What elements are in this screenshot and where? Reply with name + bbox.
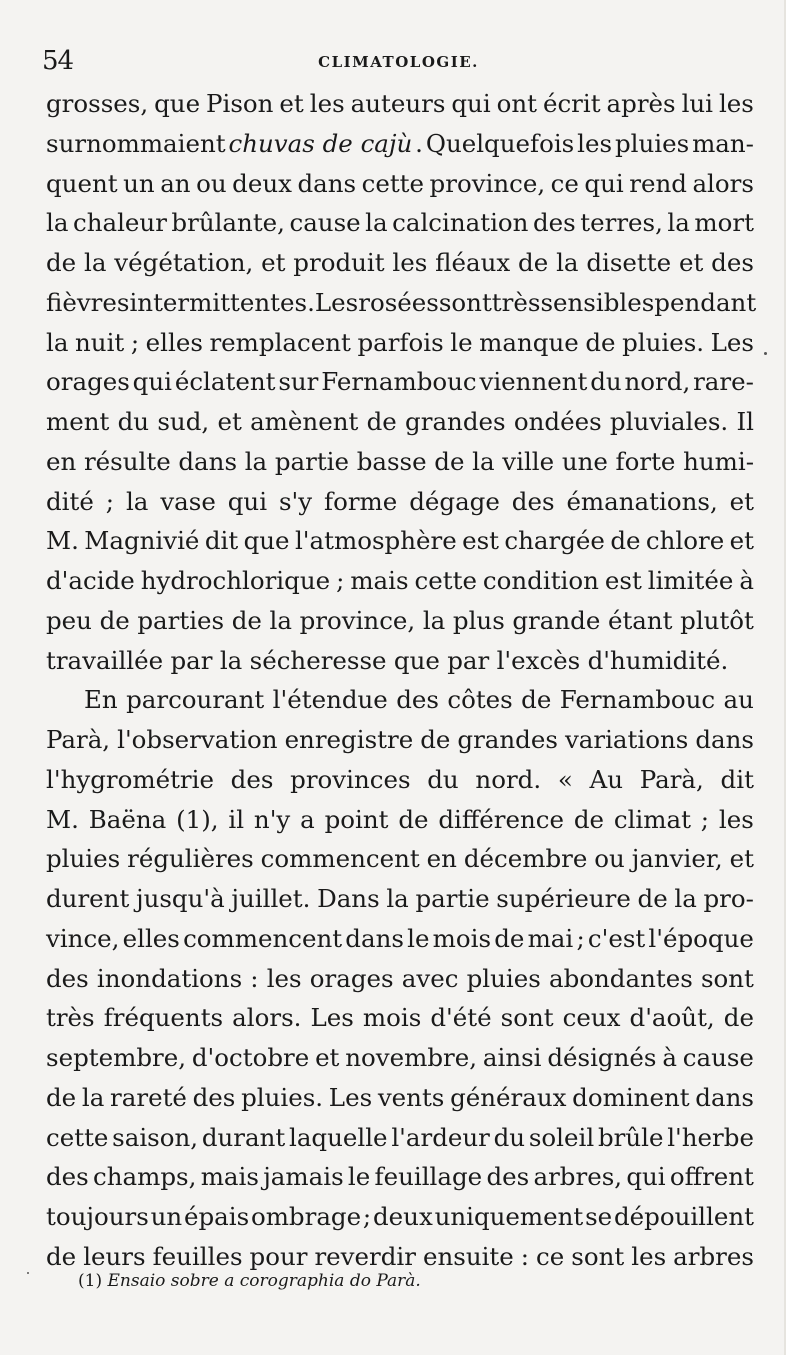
text-line: de la rareté des pluies. Les vents généraux dominent dans bbox=[46, 1082, 754, 1112]
footnote-marker: (1) bbox=[78, 1271, 103, 1291]
text-line: en résulte dans la partie basse de la ville une forte humi- bbox=[46, 446, 754, 476]
page-number: 54 bbox=[42, 46, 74, 76]
text-line: cette saison, durant laquelle l'ardeur du soleil brûle l'herbe bbox=[46, 1122, 754, 1152]
text-line: surnommaient chuvas de cajù . Quelquefois les pluies man- bbox=[46, 128, 754, 158]
footnote-text: Ensaio sobre a corographia do Parà. bbox=[107, 1271, 421, 1291]
text-line: dité ; la vase qui s'y forme dégage des émanations, et bbox=[46, 486, 754, 516]
text-line: la chaleur brûlante, cause la calcination des terres, la mort bbox=[46, 208, 754, 238]
text-line: Parà, l'observation enregistre de grandes variations dans bbox=[46, 725, 754, 754]
text-line: En parcourant l'étendue des côtes de Fernambouc au bbox=[84, 685, 754, 715]
print-speck bbox=[27, 1272, 29, 1274]
footnote bbox=[78, 1268, 421, 1294]
text-line: fièvres intermittentes. Les rosées sont très sensibles pendant bbox=[46, 287, 757, 317]
text-line: M. Baëna (1), il n'y a point de différence de climat ; les bbox=[46, 804, 754, 834]
text-line: très fréquents alors. Les mois d'été sont ceux d'août, de bbox=[46, 1003, 754, 1033]
text-line: d'acide hydrochlorique ; mais cette condition est limitée à bbox=[46, 566, 754, 595]
text-line: septembre, d'octobre et novembre, ainsi désignés à cause bbox=[46, 1043, 754, 1072]
text-line: la nuit ; elles remplacent parfois le manque de pluies. Les bbox=[46, 327, 754, 357]
text-line: vince, elles commencent dans le mois de mai ; c'est l'époque bbox=[46, 923, 754, 953]
page-header bbox=[42, 42, 755, 82]
print-speck bbox=[764, 352, 767, 355]
text-line: peu de parties de la province, la plus grande étant plutôt bbox=[46, 605, 754, 635]
text-line: toujours un épais ombrage ; deux uniquement se dépouillent bbox=[46, 1202, 754, 1231]
body-text bbox=[46, 84, 757, 1277]
text-line: des inondations : les orages avec pluies abondantes sont bbox=[46, 963, 754, 993]
text-line: quent un an ou deux dans cette province, ce qui rend alors bbox=[46, 168, 754, 198]
text-line: des champs, mais jamais le feuillage des arbres, qui offrent bbox=[46, 1162, 754, 1192]
text-line: grosses, que Pison et les auteurs qui ont écrit après lui les bbox=[46, 89, 754, 118]
text-line: travaillée par la sécheresse que par l'excès d'humidité. bbox=[46, 645, 729, 675]
text-line: de leurs feuilles pour reverdir ensuite : ce sont les arbres bbox=[46, 1241, 754, 1271]
text-line: M. Magnivié dit que l'atmosphère est chargée de chlore et bbox=[46, 526, 754, 556]
text-line: orages qui éclatent sur Fernambouc viennent du nord, rare- bbox=[46, 367, 754, 397]
text-line: pluies régulières commencent en décembre ou janvier, et bbox=[46, 844, 754, 874]
text-line: durent jusqu'à juillet. Dans la partie supérieure de la pro- bbox=[46, 884, 754, 913]
text-line: de la végétation, et produit les fléaux de la disette et des bbox=[46, 248, 754, 277]
text-line: ment du sud, et amènent de grandes ondées pluviales. Il bbox=[46, 407, 754, 436]
running-head: CLIMATOLOGIE. bbox=[318, 53, 479, 71]
text-line: l'hygrométrie des provinces du nord. « Au Parà, dit bbox=[46, 764, 754, 794]
